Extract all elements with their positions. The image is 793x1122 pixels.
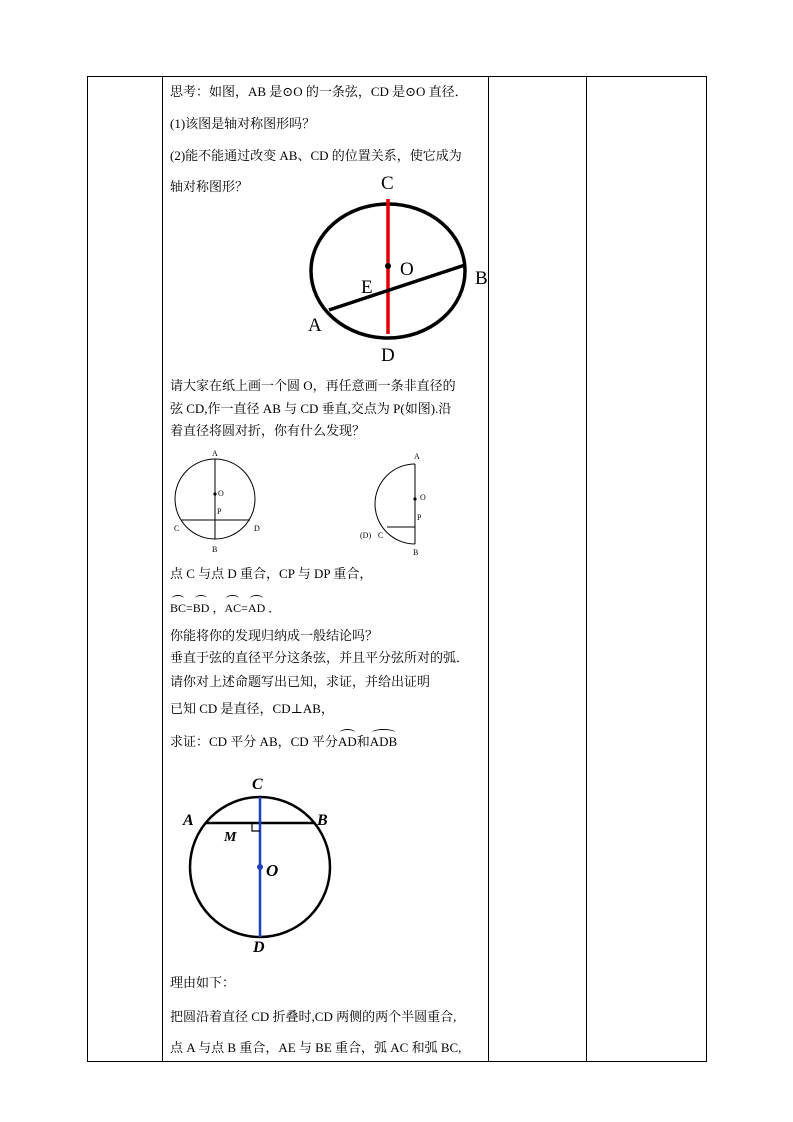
equals-sign: = bbox=[186, 601, 193, 615]
arc-adb: ADB bbox=[369, 734, 398, 749]
center-point bbox=[257, 864, 263, 870]
label-a: A bbox=[183, 812, 194, 829]
label-a: A bbox=[212, 449, 218, 458]
label-o: O bbox=[266, 861, 279, 880]
label-d: D bbox=[381, 345, 395, 366]
write-instruction: 请你对上述命题写出已知，求证，并给出证明 bbox=[170, 674, 431, 689]
fold-explanation: 把圆沿着直径 CD 折叠时,CD 两侧的两个半圆重合, bbox=[170, 1009, 457, 1024]
center-point bbox=[385, 263, 391, 269]
arc-bd: BD bbox=[192, 601, 210, 615]
label-d: (D) bbox=[360, 531, 372, 540]
arc-ac: AC bbox=[224, 601, 242, 615]
question-2-line1: (2)能不能通过改变 AB、CD 的位置关系，使它成为 bbox=[170, 148, 462, 163]
task-line2: 弦 CD,作一直径 AB 与 CD 垂直,交点为 P(如图).沿 bbox=[170, 401, 452, 416]
label-b: B bbox=[317, 812, 328, 829]
folded-half-circle-figure bbox=[358, 448, 438, 556]
label-c: C bbox=[378, 531, 384, 540]
prove-statement bbox=[170, 734, 397, 750]
equals-sign: = bbox=[241, 601, 248, 615]
label-o: O bbox=[420, 493, 426, 502]
task-line1: 请大家在纸上画一个圆 O，再任意画一条非直径的 bbox=[170, 378, 456, 393]
reason-heading: 理由如下： bbox=[170, 975, 236, 990]
theorem-statement: 垂直于弦的直径平分这条弦，并且平分弦所对的弧． bbox=[170, 650, 470, 665]
label-o: O bbox=[400, 259, 414, 280]
label-c: C bbox=[174, 524, 180, 533]
label-a: A bbox=[308, 315, 322, 336]
folding-circle-figure bbox=[170, 448, 270, 556]
label-a: A bbox=[414, 452, 420, 461]
center-point bbox=[213, 492, 216, 495]
label-c: C bbox=[381, 173, 394, 194]
prove-prefix: 求证：CD 平分 AB，CD 平分 bbox=[170, 734, 338, 749]
label-e: E bbox=[361, 277, 373, 298]
label-b: B bbox=[212, 545, 218, 554]
period: ． bbox=[268, 601, 281, 615]
coincide-explanation: 点 A 与点 B 重合，AE 与 BE 重合，弧 AC 和弧 BC, bbox=[170, 1040, 462, 1055]
chord-ab bbox=[329, 265, 465, 310]
label-p: P bbox=[217, 507, 222, 516]
separator: ， bbox=[212, 601, 225, 615]
think-question: 思考：如图，AB 是⊙O 的一条弦，CD 是⊙O 直径． bbox=[170, 84, 468, 99]
arc-ad: AD bbox=[337, 734, 357, 749]
and-word: 和 bbox=[356, 734, 370, 749]
question-1: (1)该图是轴对称图形吗？ bbox=[170, 116, 316, 131]
label-d: D bbox=[254, 524, 260, 533]
column-divider bbox=[586, 76, 587, 1062]
label-d: D bbox=[253, 939, 265, 956]
arc-bc: BC bbox=[170, 601, 187, 615]
label-c: C bbox=[252, 776, 263, 793]
coincide-line: 点 C 与点 D 重合，CP 与 DP 重合， bbox=[170, 566, 373, 581]
label-o: O bbox=[218, 489, 224, 498]
column-divider bbox=[162, 76, 163, 1062]
label-p: P bbox=[417, 513, 422, 522]
label-m: M bbox=[224, 830, 237, 845]
lesson-content-cell bbox=[170, 76, 486, 1062]
question-2-line2: 轴对称图形？ bbox=[170, 179, 249, 194]
arc-equalities bbox=[170, 600, 280, 616]
given-statement: 已知 CD 是直径，CD⊥AB， bbox=[170, 701, 334, 716]
arc-ad: AD bbox=[247, 601, 266, 615]
label-b: B bbox=[413, 548, 419, 557]
task-line3: 着直径将圆对折，你有什么发现？ bbox=[170, 423, 366, 438]
perpendicular-diameter-figure bbox=[170, 771, 345, 954]
center-point bbox=[413, 497, 416, 500]
circle-chord-diameter-figure bbox=[304, 169, 494, 369]
generalize-question: 你能将你的发现归纳成一般结论吗？ bbox=[170, 628, 379, 643]
label-b: B bbox=[475, 268, 488, 289]
